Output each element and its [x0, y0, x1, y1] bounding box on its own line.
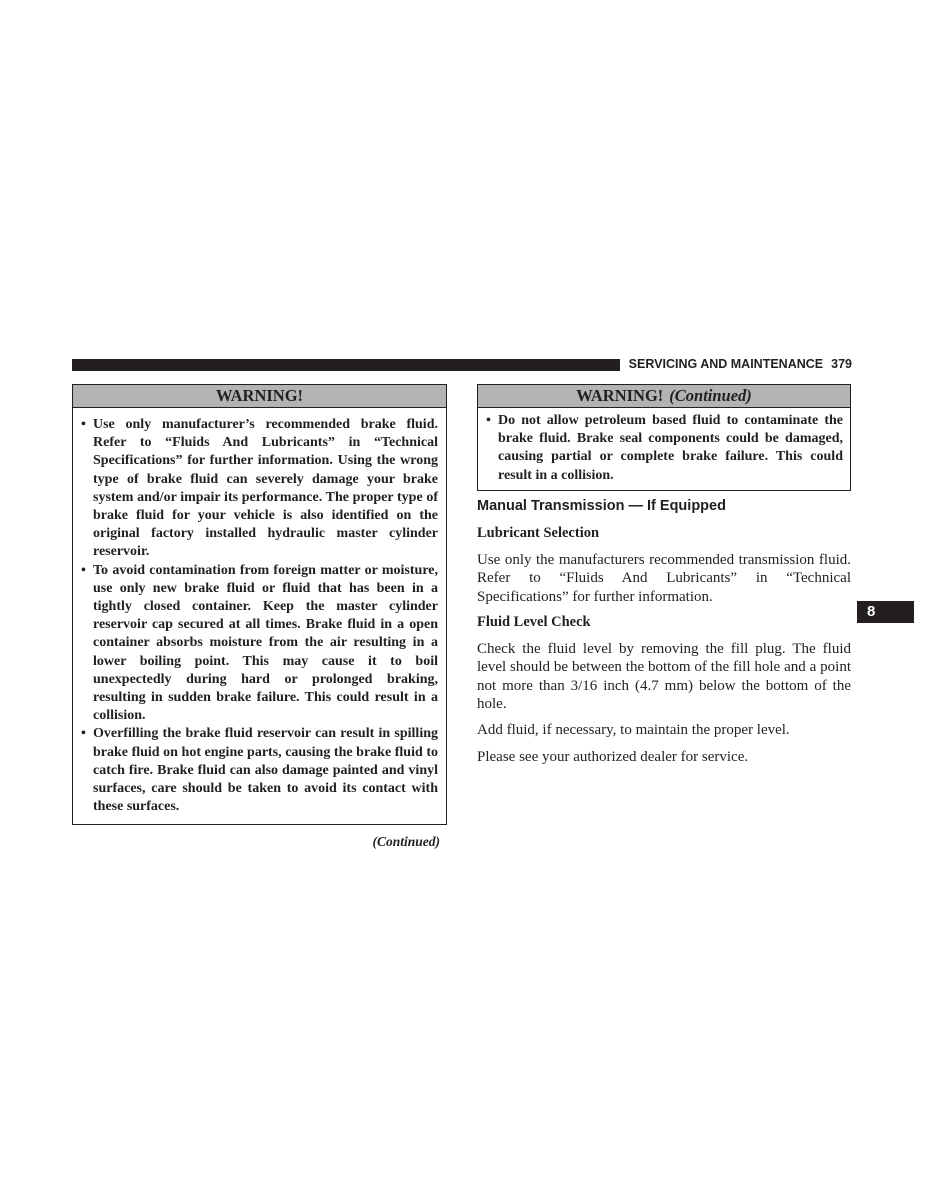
fluid-level-check-text: Check the fluid level by removing the fill plug. The fluid level should be between the bottom of the fill hole and a point not more than 3/16 inch (4.7 mm) below the bottom of the hole. — [477, 641, 851, 712]
warning-item: • Do not allow petroleum based fluid to contaminate the brake fluid. Brake seal components could be damaged, causing partial or complete brake failure. This could result in a collision. — [486, 412, 843, 485]
continued-note: (Continued) — [372, 834, 440, 849]
lubricant-selection-heading: Lubricant Selection — [477, 525, 600, 541]
fluid-level-check-heading: Fluid Level Check — [477, 614, 591, 630]
warning-title-continued — [478, 385, 850, 408]
lubricant-selection-text: Use only the manufacturers recommended transmission fluid. Refer to “Fluids And Lubricants” in “Technical Specifications” for further information. — [477, 552, 851, 605]
header-rule — [72, 359, 620, 371]
warning-box-right — [477, 384, 851, 491]
running-header — [628, 357, 852, 371]
page-number: 379 — [831, 357, 852, 371]
warning-item: • To avoid contamination from foreign matter or moisture, use only new brake fluid or fluid that has been in a tightly closed container. Keep the master cylinder reservoir cap secured at all times. Brake fluid in a open container absorbs moisture from the air resulting in a lower boiling point. This may cause it to boil unexpectedly during hard or prolonged braking, resulting in sudden brake failure. This could result in a collision. — [81, 562, 438, 726]
warning-title-text: WARNING! — [215, 386, 304, 405]
warning-item: • Overfilling the brake fluid reservoir can result in spilling brake fluid on hot engine parts, causing the brake fluid to catch fire. Brake fluid can also damage painted and vinyl surfaces, care should be taken to avoid its contact with these surfaces. — [81, 725, 438, 816]
section-heading: Manual Transmission — If Equipped — [477, 498, 726, 514]
chapter-tab: 8 — [857, 601, 914, 623]
warning-title-text: WARNING! — [576, 386, 664, 405]
warning-box-left — [72, 384, 447, 825]
warning-list — [73, 408, 446, 816]
warning-title-suffix: (Continued) — [669, 386, 752, 405]
warning-title — [73, 385, 446, 408]
add-fluid-text: Add fluid, if necessary, to maintain the proper level. — [477, 722, 790, 738]
warning-item: • Use only manufacturer’s recommended brake fluid. Refer to “Fluids And Lubricants” in “Technical Specifications” for further information. Using the wrong type of brake fluid can severely damage your brake system and/or impair its performance. The proper type of brake fluid for your vehicle is also identified on the original factory installed hydraulic master cylinder reservoir. — [81, 416, 438, 562]
dealer-service-text: Please see your authorized dealer for service. — [477, 749, 749, 765]
warning-list — [478, 408, 850, 485]
section-title: SERVICING AND MAINTENANCE — [628, 357, 824, 371]
